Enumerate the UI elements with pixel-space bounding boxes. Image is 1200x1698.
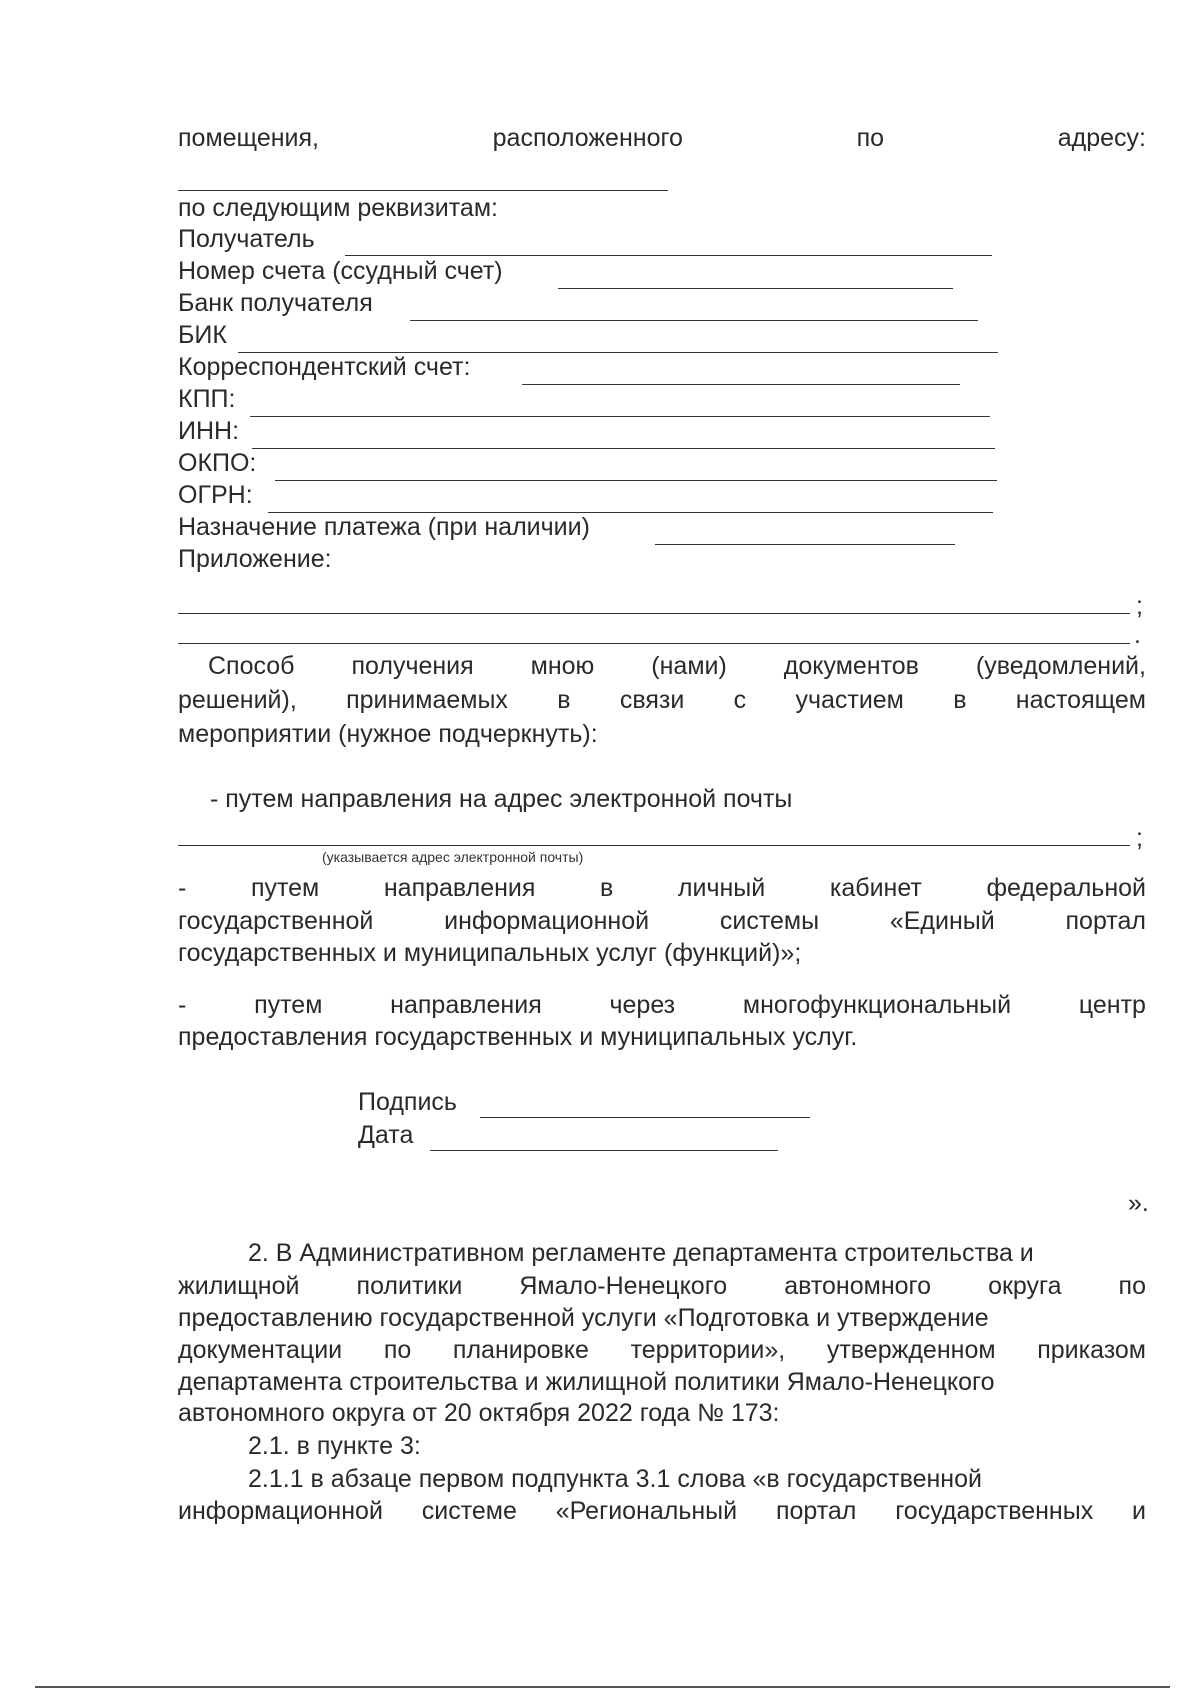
word: «Единый	[889, 907, 995, 935]
word: (уведомлений,	[975, 652, 1146, 680]
word: направления	[390, 991, 542, 1019]
word: приказом	[1037, 1336, 1146, 1364]
point2-line-8: 2.1.1 в абзаце первом подпункта 3.1 слова «в государственной	[248, 1465, 982, 1493]
field-blank-kpp[interactable]	[250, 416, 990, 417]
signature-label: Подпись	[358, 1088, 457, 1116]
word: получения	[351, 652, 474, 680]
point2-line-9	[178, 1496, 1146, 1526]
word: автономного	[784, 1272, 932, 1300]
method-line-2	[178, 685, 1146, 715]
word: системы	[719, 907, 820, 935]
word: политики	[356, 1272, 463, 1300]
field-blank-okpo[interactable]	[275, 480, 997, 481]
email-caption: (указывается адрес электронной почты)	[322, 849, 584, 865]
word: и	[1132, 1497, 1146, 1525]
word: информационной	[178, 1497, 383, 1525]
email-blank[interactable]	[178, 845, 1130, 846]
word: многофункциональный	[742, 991, 1012, 1019]
word: по	[856, 124, 885, 152]
word: «Региональный	[555, 1497, 738, 1525]
field-label-kpp: КПП:	[178, 385, 236, 413]
field-label-payment-purpose: Назначение платежа (при наличии)	[178, 513, 590, 541]
point2-line-5: департамента строительства и жилищной политики Ямало-Ненецкого	[178, 1368, 995, 1396]
field-blank-account[interactable]	[558, 288, 953, 289]
word: расположенного	[492, 124, 683, 152]
method-line-1	[208, 651, 1146, 681]
word: федеральной	[986, 874, 1146, 902]
address-blank[interactable]	[178, 190, 668, 191]
point2-line-3: предоставлению государственной услуги «Подготовка и утверждение	[178, 1304, 989, 1332]
field-label-corr-account: Корреспондентский счет:	[178, 353, 471, 381]
field-blank-payment-purpose[interactable]	[655, 544, 955, 545]
word: планировке	[452, 1336, 589, 1364]
word: путем	[250, 874, 320, 902]
word: -	[178, 991, 187, 1019]
field-label-recipient: Получатель	[178, 225, 315, 253]
field-blank-bank[interactable]	[410, 320, 978, 321]
attachment-semicolon: ;	[1136, 592, 1143, 620]
word: государственных	[895, 1497, 1094, 1525]
option-mfc-line-1[interactable]	[178, 990, 1146, 1020]
word: -	[178, 874, 187, 902]
point2-line-4	[178, 1335, 1146, 1365]
word: личный	[677, 874, 766, 902]
option-mfc-line-2[interactable]: предоставления государственных и муниципальных услуг.	[178, 1023, 858, 1051]
word: кабинет	[829, 874, 922, 902]
word: путем	[254, 991, 323, 1019]
field-blank-inn[interactable]	[252, 448, 995, 449]
word: принимаемых	[346, 686, 508, 714]
word: через	[609, 991, 676, 1019]
method-line-3: мероприятии (нужное подчеркнуть):	[178, 720, 598, 748]
word: настоящем	[1015, 686, 1146, 714]
word: в	[600, 874, 614, 902]
word: портал	[1065, 907, 1146, 935]
date-blank[interactable]	[430, 1150, 778, 1151]
word: (нами)	[651, 652, 727, 680]
attachment-blank-2[interactable]	[178, 643, 1130, 644]
field-label-bik: БИК	[178, 321, 227, 349]
word: адресу:	[1057, 124, 1146, 152]
word: Способ	[208, 652, 295, 680]
word: Ямало-Ненецкого	[519, 1272, 728, 1300]
word: утвержденном	[826, 1336, 996, 1364]
point2-line-7: 2.1. в пункте 3:	[248, 1432, 421, 1460]
point2-line-1: 2. В Административном регламенте департамента строительства и	[248, 1239, 1034, 1267]
field-blank-corr-account[interactable]	[522, 384, 960, 385]
option-gosuslugi-line-1[interactable]	[178, 873, 1146, 903]
option-gosuslugi-line-2[interactable]	[178, 906, 1146, 936]
word: связи	[619, 686, 685, 714]
word: по	[1118, 1272, 1146, 1300]
option-email[interactable]: - путем направления на адрес электронной почты	[210, 785, 793, 813]
word: округа	[988, 1272, 1062, 1300]
word: участием	[795, 686, 904, 714]
page-bottom-edge	[35, 1686, 1170, 1688]
word: решений),	[178, 686, 297, 714]
word: жилищной	[178, 1272, 300, 1300]
signature-blank[interactable]	[480, 1117, 810, 1118]
closing-quote: ».	[1128, 1189, 1149, 1217]
point2-line-6: автономного округа от 20 октября 2022 года № 173:	[178, 1399, 780, 1427]
attachment-blank-1[interactable]	[178, 613, 1130, 614]
word: по	[383, 1336, 412, 1364]
word: помещения,	[178, 124, 319, 152]
word: в	[953, 686, 967, 714]
field-label-ogrn: ОГРН:	[178, 481, 253, 509]
word: документов	[783, 652, 919, 680]
option-gosuslugi-line-3[interactable]: государственных и муниципальных услуг (функций)»;	[178, 939, 802, 967]
word: направления	[383, 874, 536, 902]
word: информационной	[444, 907, 650, 935]
field-label-okpo: ОКПО:	[178, 449, 257, 477]
field-label-inn: ИНН:	[178, 417, 240, 445]
word: в	[557, 686, 571, 714]
word: документации	[178, 1336, 343, 1364]
date-label: Дата	[358, 1121, 414, 1149]
word: мною	[530, 652, 595, 680]
word: с	[733, 686, 747, 714]
word: системе	[421, 1497, 517, 1525]
word: центр	[1078, 991, 1146, 1019]
requisites-intro: по следующим реквизитам:	[178, 194, 498, 222]
point2-line-2	[178, 1271, 1146, 1301]
word: территории»,	[630, 1336, 786, 1364]
address-line	[178, 123, 1146, 153]
attachment-period: .	[1134, 621, 1141, 649]
word: портал	[775, 1497, 857, 1525]
word: государственной	[178, 907, 374, 935]
field-label-account: Номер счета (ссудный счет)	[178, 257, 503, 285]
field-label-bank: Банк получателя	[178, 289, 373, 317]
attachment-label: Приложение:	[178, 545, 332, 573]
email-semicolon: ;	[1136, 824, 1143, 852]
